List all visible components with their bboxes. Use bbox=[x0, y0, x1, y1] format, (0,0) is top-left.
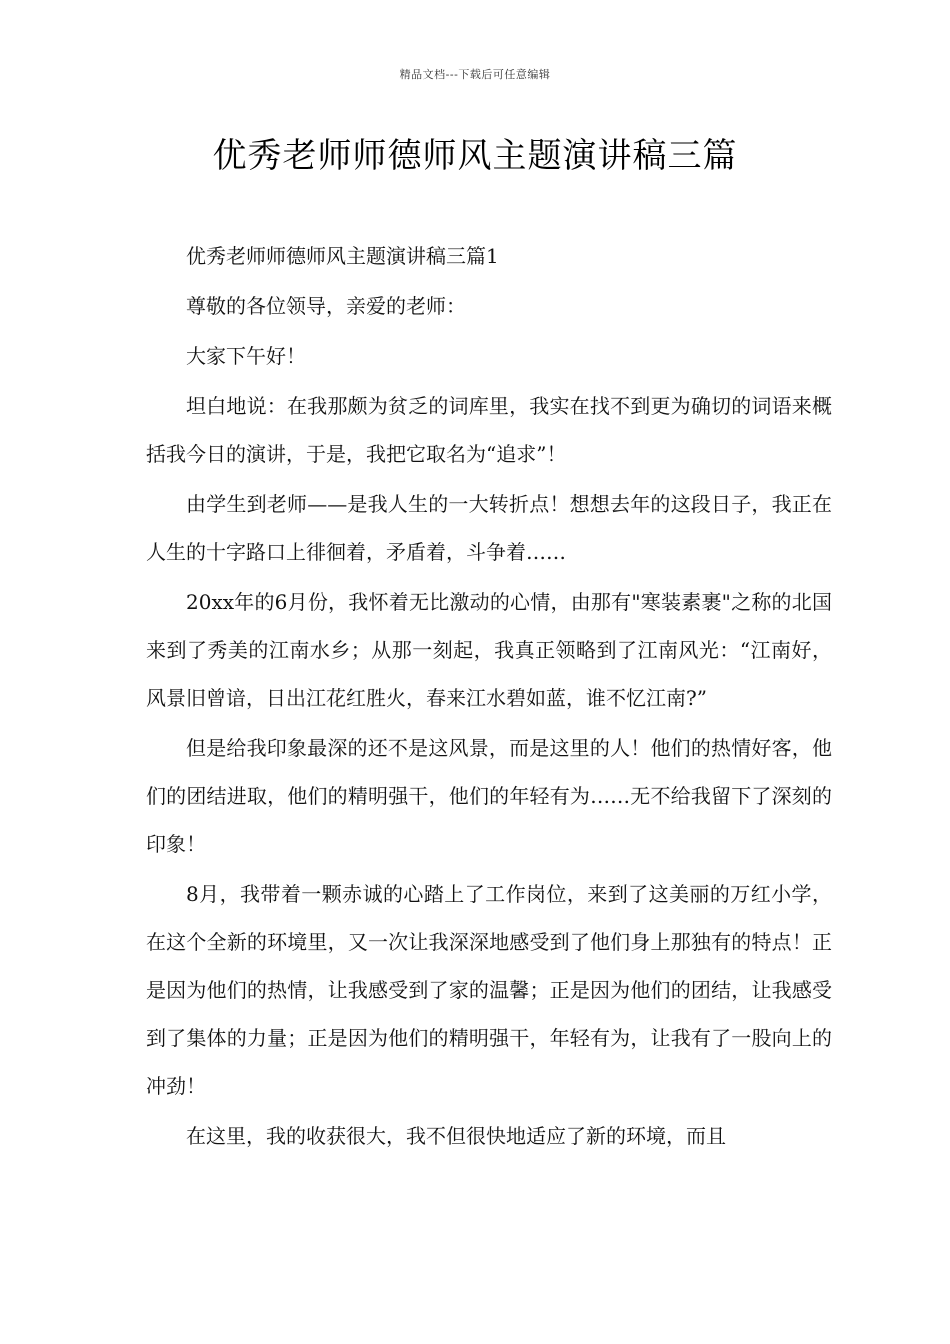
paragraph-8: 8月，我带着一颗赤诚的心踏上了工作岗位，来到了这美丽的万红小学，在这个全新的环境里，又一次让我深深地感受到了他们身上那独有的特点！正是因为他们的热情，让我感受到了家的温馨；正是因为他们的团结，让我感受到了集体的力量；正是因为他们的精明强干，年轻有为，让我有了一股向上的冲劲！ bbox=[146, 882, 832, 1098]
paragraph-5: 由学生到老师——是我人生的一大转折点！想想去年的这段日子，我正在人生的十字路口上徘徊着，矛盾着，斗争着…… bbox=[146, 492, 832, 564]
paragraph-9: 在这里，我的收获很大，我不但很快地适应了新的环境，而且 bbox=[186, 1124, 726, 1148]
document-body bbox=[146, 232, 832, 1162]
document-title: 优秀老师师德师风主题演讲稿三篇 bbox=[212, 136, 738, 176]
paragraph-4: 坦白地说：在我那颇为贫乏的词库里，我实在找不到更为确切的词语来概括我今日的演讲，于是，我把它取名为“追求”！ bbox=[146, 394, 832, 466]
header-note: 精品文档---下载后可任意编辑 bbox=[399, 68, 551, 81]
paragraph-2: 尊敬的各位领导，亲爱的老师： bbox=[186, 294, 466, 318]
paragraph-3: 大家下午好！ bbox=[186, 344, 306, 368]
paragraph-6: 20xx年的6月份，我怀着无比激动的心情，由那有"寒装素裹"之称的北国来到了秀美的江南水乡；从那一刻起，我真正领略到了江南风光：“江南好，风景旧曾谙，日出江花红胜火，春来江水碧如蓝，谁不忆江南?” bbox=[146, 590, 832, 710]
paragraph-1: 优秀老师师德师风主题演讲稿三篇1 bbox=[186, 244, 499, 268]
paragraph-7: 但是给我印象最深的还不是这风景，而是这里的人！他们的热情好客，他们的团结进取，他们的精明强干，他们的年轻有为……无不给我留下了深刻的印象！ bbox=[146, 736, 832, 856]
